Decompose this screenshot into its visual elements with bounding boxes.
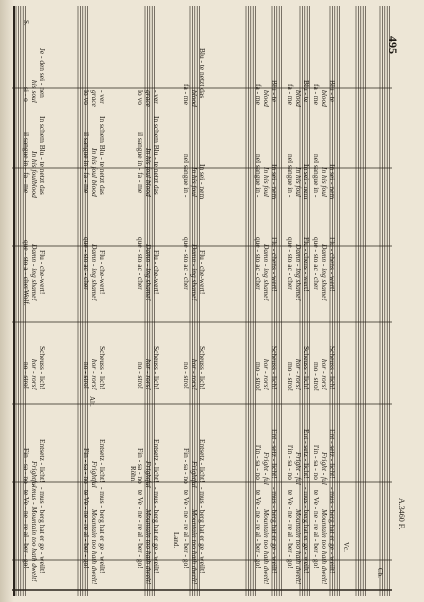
lyric-en: Mountain too hath dwelt! — [190, 509, 199, 585]
lyric-it: Fin - sa - no — [82, 448, 91, 485]
lyric-de: Ent - setz - licht! — [270, 429, 279, 479]
lyric-en: hor - rors! — [262, 358, 271, 390]
lyric-en: In his foulblood — [30, 150, 39, 198]
lyric-en: Damn - ing shame! — [90, 243, 99, 301]
lyric-it: l'in - sa - no — [312, 445, 321, 481]
lyric-de: Flu - che-wert! — [98, 250, 107, 295]
lyric-de: In sei - nem — [198, 163, 207, 199]
lyric-de: Flu - chens - wert! — [328, 237, 337, 292]
lyric-en: Damn - ing shame! — [262, 243, 271, 301]
lyric-en: Fright - ful — [262, 451, 271, 485]
lyric-it: si - o — [22, 86, 31, 102]
lyric-de: - mus - berg hat er ge - weilt! — [270, 486, 279, 574]
lyric-de: Scheuss - lich! — [198, 346, 207, 390]
lyric-en: hor - rors! — [320, 358, 329, 390]
lyric-en: In his foul blood — [144, 147, 153, 197]
lyric-it: te Ve - ne - re al - ber - go! — [136, 490, 145, 569]
lyric-en: - mus - Mountain too hath dwelt! — [30, 483, 39, 582]
lyric-it: Fin - sa - no — [136, 448, 145, 485]
lyric-de: Blu - te — [328, 80, 337, 103]
page-number: 495 — [386, 36, 400, 54]
lyric-de: Scheuss - lich! — [38, 346, 47, 390]
lyric-it: il sangue in - fa - me — [82, 131, 91, 193]
lyric-it: fa - me — [254, 83, 263, 105]
lyric-en: blood — [294, 90, 303, 107]
lyric-it: lo vo — [136, 90, 145, 105]
lyric-de: Scheuss - lich! — [328, 346, 337, 390]
lyric-en: Frightful — [190, 461, 199, 488]
lyric-en: hor - rors! — [294, 358, 303, 390]
lyric-en: In his foul blood — [90, 147, 99, 197]
lyric-de: - mus - berg hat er ge - weilt! — [98, 486, 107, 574]
lyric-de: Blu - te — [270, 80, 279, 103]
label-land: Land. — [172, 532, 180, 549]
lyric-it: que - sto ac - cher — [286, 237, 295, 290]
lyric-de: - mus - berg hat er ge - weilt! — [152, 486, 161, 574]
lyric-de: In schem Blu - te netzt das — [152, 115, 161, 195]
lyric-de: - mus - berg hat er ge - weilt! — [302, 486, 311, 574]
lyric-it: nel sangue in - — [254, 154, 263, 198]
lyric-de: Flu - chens - wert! — [302, 237, 311, 292]
lyric-en: grace — [144, 90, 153, 107]
lyric-it: fa - me — [182, 83, 191, 105]
lyric-de: - mus - berg hat er ge - weilt! — [38, 486, 47, 574]
lyric-it: nel sangue in - — [286, 154, 295, 198]
lyric-en: Frightful — [90, 461, 99, 488]
lyric-de: Je - den sei - nen — [38, 48, 47, 99]
lyric-it: no - stro! — [136, 362, 145, 390]
lyric-de: Entsetz - licht! — [152, 438, 161, 483]
lyric-en: Mountain too hath dwelt! — [144, 509, 153, 585]
lyric-en: Fright - ful — [294, 451, 303, 485]
lyric-it: Fin - sa - no — [22, 448, 31, 485]
lyric-it: no - stro! — [82, 362, 91, 390]
lyric-it: que - sto ac - cher — [136, 237, 145, 290]
lyric-de: - ver — [98, 90, 107, 104]
lyric-it: Fin - sa - no — [182, 448, 191, 485]
lyric-de: Flu - chens - wert! — [270, 237, 279, 292]
lyric-it: que - sto ac - cher — [182, 237, 191, 290]
lyric-it: te Ve - ne - re al - ber - go! — [254, 490, 263, 569]
lyric-en: Frightful — [144, 461, 153, 488]
lyric-de: Flu - che-wert! — [152, 250, 161, 295]
lyric-en: In his foul — [320, 166, 329, 197]
plate-number: A.3460 F. — [397, 498, 406, 530]
lyric-it: que - sto ac - cher — [254, 237, 263, 290]
lyric-it: mo - stro! — [312, 362, 321, 392]
lyric-it: fa - me — [286, 83, 295, 105]
lyric-de: Scheuss - lich! — [270, 346, 279, 390]
lyric-en: Mountain too hath dwelt! — [294, 509, 303, 585]
lyric-it: l'in - sa - no — [254, 445, 263, 481]
label-wolf: Wolf. — [22, 290, 30, 306]
lyric-de: In schem Blu - te netzt das — [98, 115, 107, 195]
lyric-en: hor - rors! — [90, 358, 99, 390]
lyric-en: blood — [262, 90, 271, 107]
lyric-it: te Ve - ne - re al - ber - go! — [286, 490, 295, 569]
lyric-en: In his foul — [294, 166, 303, 197]
lyric-de: Blu - te netzt das — [198, 48, 207, 99]
lyric-it: que - sto ac - cher — [312, 237, 321, 290]
label-s: S. — [22, 20, 30, 26]
lyric-it: nel sangue in - — [182, 154, 191, 198]
lyric-de: Flu - che-wert! — [198, 250, 207, 295]
lyric-de: Ent - setz - licht! — [302, 429, 311, 479]
lyric-de: Entsetz - licht! — [38, 438, 47, 483]
lyric-it: te Ve - ne - re al - ber - go! — [182, 490, 191, 569]
lyric-en: Mountain too hath dwelt! — [320, 509, 329, 585]
lyric-it: il sangue in - fa - me — [136, 131, 145, 193]
lyric-en: Mountain too hath dwelt! — [262, 509, 271, 585]
lyric-de: - ver — [152, 90, 161, 104]
lyric-de: Entsetz - licht! — [198, 438, 207, 483]
lyric-en: Damn - ing shame! — [294, 243, 303, 301]
lyric-it: te Ve - ne - re al - ber - go! — [22, 490, 31, 569]
lyric-de: In sei - nem — [302, 163, 311, 199]
lyric-it: lo vo — [82, 90, 91, 105]
lyric-de: Blu - te — [302, 80, 311, 103]
lyric-en: Damn - ing shame! — [30, 243, 39, 301]
lyric-en: Fright - ful — [320, 451, 329, 485]
lyric-en: Mountain too hath dwelt! — [90, 509, 99, 585]
lyric-en: Damn - ing shame! — [144, 243, 153, 301]
lyric-de: In sei - nem — [328, 163, 337, 199]
lyric-en: hor - rors! — [30, 358, 39, 390]
lyric-it: no - stro! — [182, 362, 191, 390]
lyric-en: Damn - ing shame! — [320, 243, 329, 301]
label-alt: Alt. — [88, 396, 96, 407]
lyric-it: te Ve - ne - re al - ber - go! — [312, 490, 321, 569]
lyric-de: In sei - nem — [270, 163, 279, 199]
lyric-en: blood — [190, 90, 199, 107]
label-cb: Cb. — [376, 568, 384, 578]
lyric-de: - mus - berg hat er ge - weilt! — [198, 486, 207, 574]
lyric-it: te Ve - ne - re al - ber - go! — [82, 490, 91, 569]
lyric-de: - mus - berg hat er ge - weilt! — [328, 486, 337, 574]
lyric-de: Scheuss - lich! — [98, 346, 107, 390]
lyric-en: In his foul — [190, 166, 199, 197]
lyric-en: In his foul — [262, 166, 271, 197]
lyric-de: Scheuss - lich! — [302, 346, 311, 390]
label-rohn: Röhn. — [129, 466, 137, 483]
lyric-de: Scheuss - lich! — [152, 346, 161, 390]
lyric-it: mo - stro! — [254, 362, 263, 392]
lyric-en: blood — [320, 90, 329, 107]
label-vc: Vc. — [342, 542, 350, 552]
lyric-en: his soul — [30, 80, 39, 104]
lyric-it: que - sto ac - cher — [82, 237, 91, 290]
lyric-de: Ent - setz - licht! — [328, 429, 337, 479]
lyric-en: hor - rors! — [190, 358, 199, 390]
lyric-it: fa - me — [312, 83, 321, 105]
lyric-it: l'in - sa - no — [286, 445, 295, 481]
lyric-de: Flu - che-wert! — [38, 250, 47, 295]
lyric-it: no - stro! — [22, 362, 31, 390]
lyric-en: hor - rors! — [144, 358, 153, 390]
lyric-en: Frightful — [30, 461, 39, 488]
lyric-de: In schem Blu - te netzt das — [38, 115, 47, 195]
lyric-de: Entsetz - licht! — [98, 438, 107, 483]
lyric-it: que - sto a - cher — [22, 240, 31, 290]
lyric-it: mo - stro! — [286, 362, 295, 392]
lyric-it: nel sangue in - — [312, 154, 321, 198]
lyric-en: Damn - ing shame! — [190, 243, 199, 301]
lyric-en: grace — [90, 90, 99, 107]
lyric-it: il sangue in - fa - me — [22, 131, 31, 193]
